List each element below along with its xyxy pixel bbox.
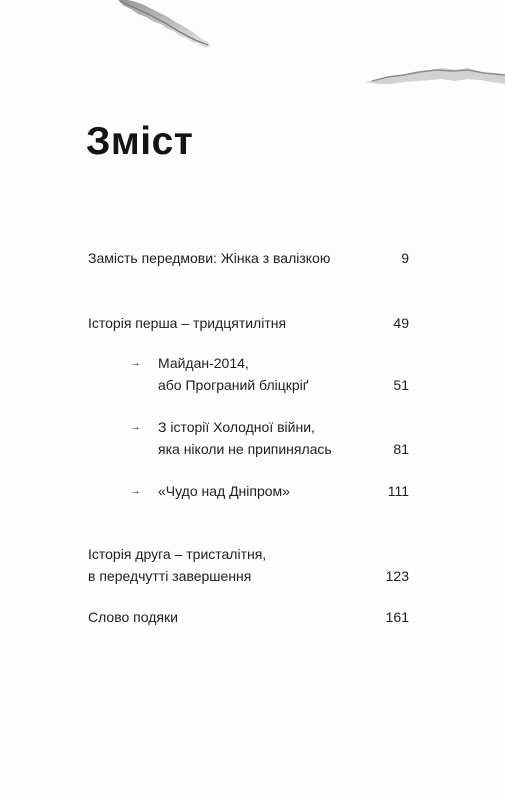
toc-entry-line: яка ніколи не припинялась: [158, 441, 332, 457]
page-title: Зміст: [86, 120, 194, 163]
toc-page-number: 161: [385, 609, 409, 625]
toc-entry-title: [158, 480, 290, 502]
toc-page-number: 111: [387, 483, 409, 499]
toc-page-number: 123: [385, 568, 409, 584]
toc-entry-line: Слово подяки: [88, 609, 178, 625]
toc-entry-cold-war[interactable]: [130, 416, 409, 460]
toc-entry-miracle-dnipro[interactable]: [130, 480, 409, 502]
toc-entry-acknowledgements[interactable]: [88, 606, 409, 628]
toc-entry-line: «Чудо над Дніпром»: [158, 483, 290, 499]
arrow-right-icon: →: [130, 485, 141, 497]
arrow-right-icon: →: [130, 357, 141, 369]
toc-entry-story-one[interactable]: [88, 312, 409, 334]
toc-entry-line: З історії Холодної війни,: [158, 419, 315, 435]
toc-entry-intro[interactable]: [88, 247, 409, 269]
toc-entry-title: [158, 416, 332, 460]
toc-entry-title: [88, 543, 266, 587]
toc-entry-title: [88, 247, 330, 269]
toc-entry-line: Історія друга – тристалітня,: [88, 546, 267, 562]
toc-entry-maidan[interactable]: [130, 352, 409, 396]
toc-entry-line: Замість передмови: Жінка з валізкою: [88, 250, 331, 266]
toc-page-number: 51: [393, 377, 409, 393]
toc-entry-title: [158, 352, 309, 396]
toc-page-number: 49: [393, 315, 409, 331]
toc-entry-title: [88, 606, 178, 628]
toc-page-number: 9: [401, 250, 409, 266]
toc-entry-story-two[interactable]: [88, 543, 409, 587]
toc-entry-line: в передчутті завершення: [88, 568, 252, 584]
toc-page-number: 81: [393, 441, 409, 457]
toc-entry-line: або Програний бліцкріґ: [158, 377, 309, 393]
toc-entry-line: Майдан-2014,: [158, 355, 249, 371]
arrow-right-icon: →: [130, 421, 141, 433]
toc-entry-title: [88, 312, 286, 334]
toc-entry-line: Історія перша – тридцятилітня: [88, 315, 287, 331]
